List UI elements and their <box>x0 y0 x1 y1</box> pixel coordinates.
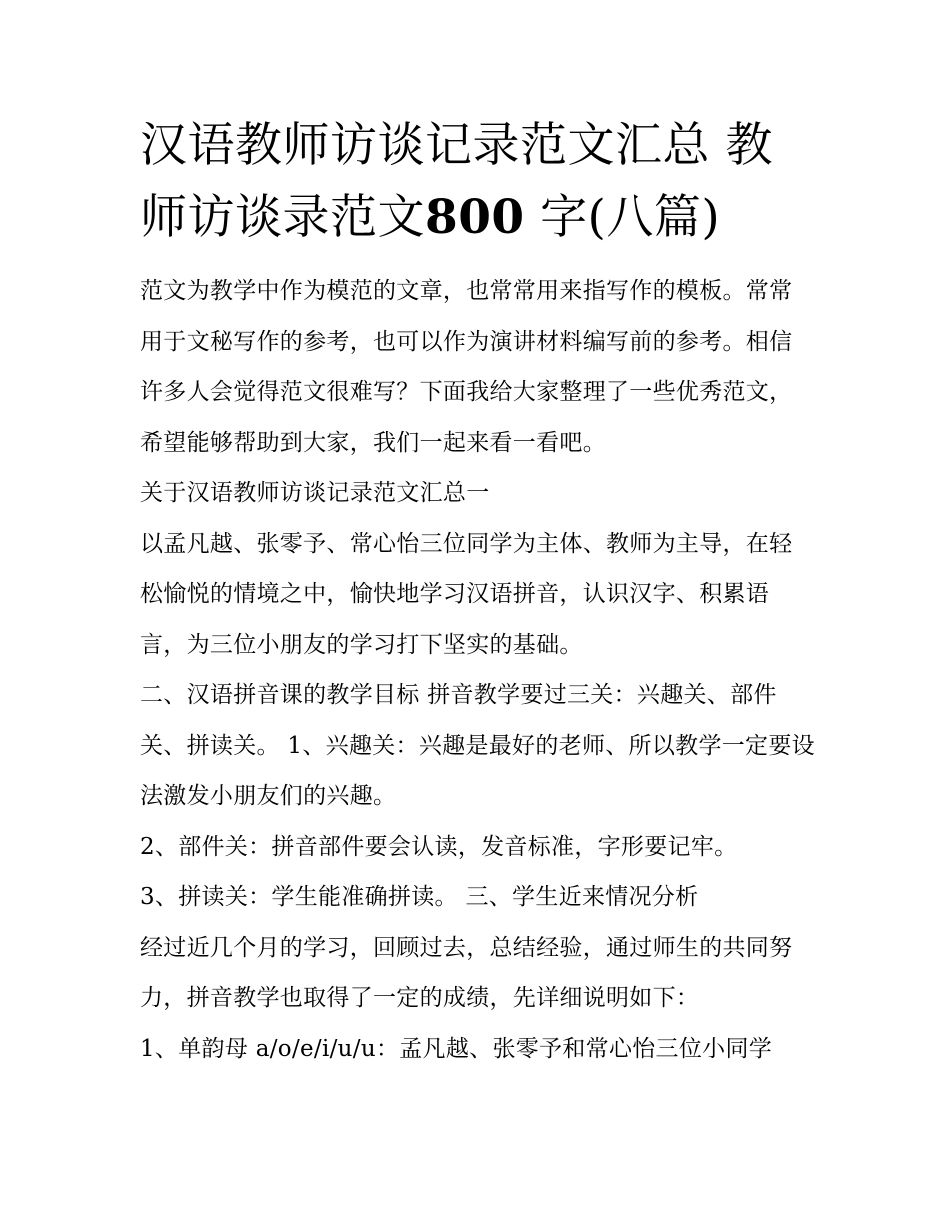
document-page <box>140 110 815 1074</box>
title-text-end: 字(八篇) <box>540 190 721 245</box>
section-heading: 关于汉语教师访谈记录范文汇总一 <box>140 480 490 506</box>
body-paragraph: 1、单韵母 a/o/e/i/u/u：孟凡越、张零予和常心怡三位小同学 <box>140 1035 773 1062</box>
body-paragraph: 以孟凡越、张零予、常心怡三位同学为主体、教师为主导，在轻松愉悦的情境之中，愉快地学习汉语拼音，认识汉字、积累语言，为三位小朋友的学习打下坚实的基础。 <box>140 530 793 658</box>
title-text: 汉语教师访谈记录范文汇总 教师访谈录范文 <box>140 118 773 245</box>
intro-paragraph: 范文为教学中作为模范的文章，也常常用来指写作的模板。常常用于文秘写作的参考，也可以作为演讲材料编写前的参考。相信许多人会觉得范文很难写？下面我给大家整理了一些优秀范文，希望能够帮助到大家，我们一起来看一看吧。 <box>140 278 793 456</box>
body-paragraph: 2、部件关：拼音部件要会认读，发音标准，字形要记牢。 <box>140 833 738 860</box>
document-title <box>140 110 815 254</box>
body-paragraph: 3、拼读关：学生能准确拼读。 三、学生近来情况分析 <box>140 884 699 910</box>
body-paragraph: 二、汉语拼音课的教学目标 拼音教学要过三关：兴趣关、部件关、拼读关。 1、兴趣关：兴趣是最好的老师、所以教学一定要设法激发小朋友们的兴趣。 <box>140 682 815 809</box>
body-paragraph: 经过近几个月的学习，回顾过去，总结经验，通过师生的共同努力，拼音教学也取得了一定的成绩，先详细说明如下： <box>140 934 793 1011</box>
title-number: 800 <box>425 190 525 245</box>
